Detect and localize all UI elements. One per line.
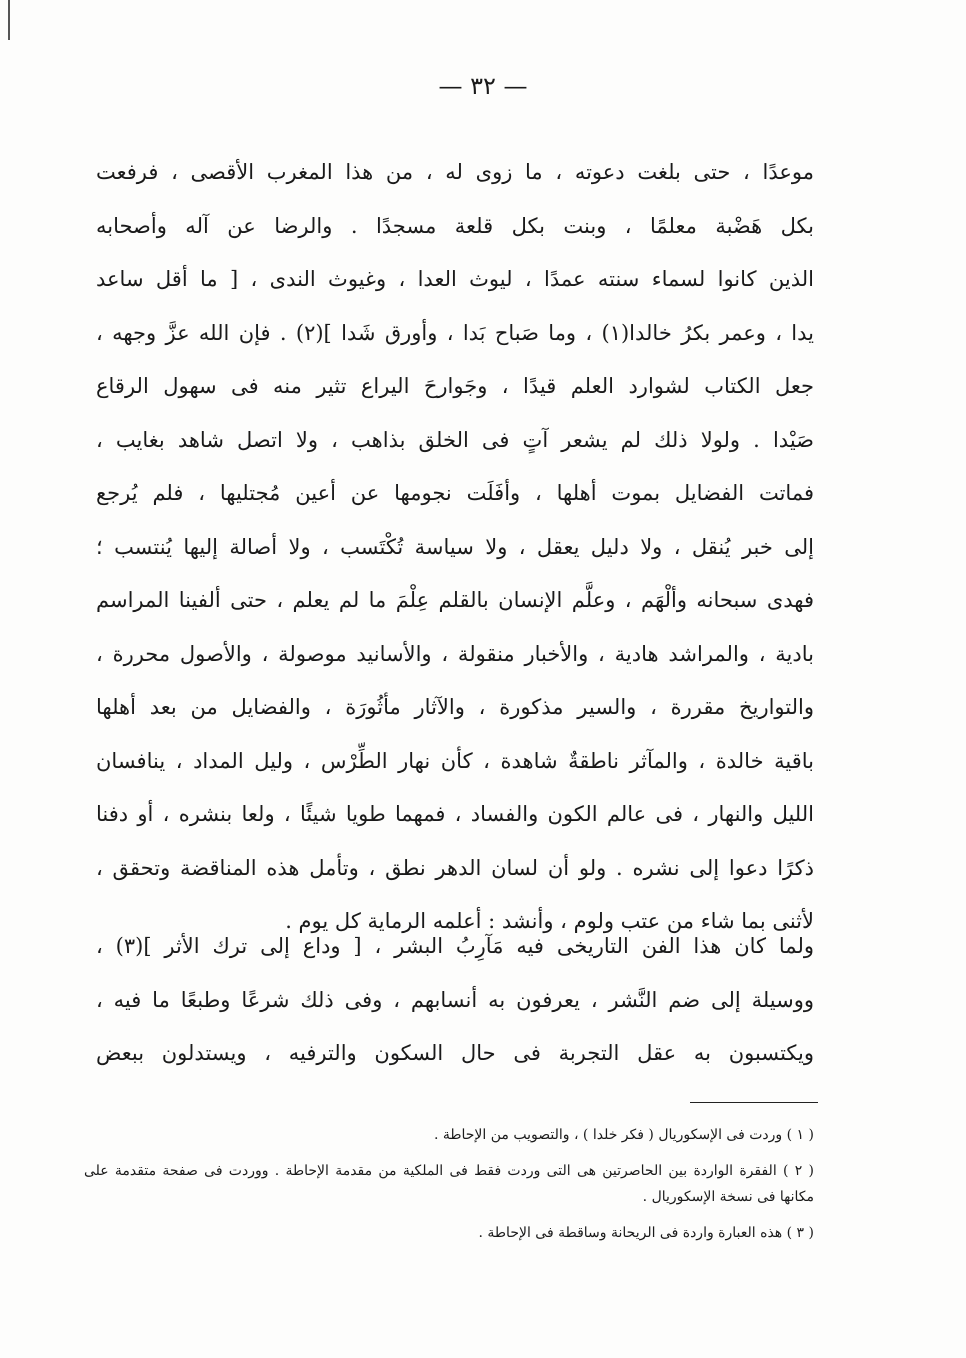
text-line: ويكتسبون به عقل التجربة فى حال السكون والترفيه ، ويستدلون ببعض [96,1041,814,1065]
text-line: الليل والنهار ، فى عالم الكون والفساد ، فمهما طويا شيئًا ، ولعا بنشره ، أو دفنا [96,802,814,826]
text-line: لأثنى بما شاء من عتب ولوم ، وأنشد : أعلمه الرماية كل يوم . [285,909,814,933]
text-line: باقية خالدة ، والمآثر ناطقةٌ شاهدة ، كأن نهار الطِّرْس ، وليل المداد ، ينافسان [96,748,814,773]
text-line: والتواريخ مقررة ، والسير مذكورة ، والآثار مأثُورَة ، والفضايل من بعد أهلها [96,695,814,719]
footnote-1: ( ١ ) وردت فى الإسكوريال ( فكر خلدا ) ، والتصويب من الإحاطة . [433,1127,814,1143]
scan-edge-mark [8,0,10,40]
footnote-3: ( ٣ ) هذه العبارة واردة فى الريحانة وساقطة فى الإحاطة . [478,1225,814,1241]
text-line: بكل هَضْبة معلمًا ، وبنت بكل قلعة مسجدًا . والرضا عن آله وأصحابه [96,213,814,238]
text-line: الذين كانوا لسماء سنته عمدًا ، ليوث العدا ، وغيوث الندى ، [ ما أقل ساعد [96,267,814,291]
text-line: يدا ، وعمر بكرُ خالدا(١) ، وما صَباح بَدا ، وأورق شَدا ](٢) . فإن الله عزَّ وجهه ، [96,320,814,345]
text-line: ذكرًا دعوا إلى نشره . ولو أن لسان الدهر نطق ، وتأمل هذه المناقضة وتحقق ، [96,855,814,880]
text-line: ووسيلة إلى ضم النَّشر ، يعرفون به أنسابهم ، وفى ذلك شرعًا وطبعًا ما فيه ، [96,987,814,1012]
text-line: فهدى سبحانه وألْهَم ، وعلَّم الإنسان بالقلم عِلْمَ ما لم يعلم ، حتى ألفينا المراسم [96,588,814,612]
text-line: فماتت الفضايل بموت أهلها ، وأفَلَت نجومها عن أعين مُجتليها ، فلم يُرجع [96,481,814,505]
paragraph-2 [96,920,814,1081]
text-line: إلى خبر يُنقل ، ولا دليل يعقل ، ولا سياسة تُكْتَسب ، ولا أصالة إليها يُنتسب ؛ [96,534,814,559]
footnotes [84,1122,814,1256]
footnote-separator [690,1102,818,1103]
text-line: جعل الكتاب لشوارد العلم قيدًا ، وجَوارحَ اليراع تثير منه فى سهول الرقاع [96,374,814,398]
page-number: — ٣٢ — [438,72,528,100]
text-line: موعدًا ، حتى بلغت دعوته ، ما زوى له ، من هذا المغرب الأقصى ، فرفعت [96,160,814,184]
paragraph-1 [96,146,814,949]
text-line: ولما كان هذا الفن التاريخى فيه مَآرِبُ البشر ، [ وداع إلى ترك الأثر ](٣) ، [96,934,814,958]
text-line: بادية ، والمراشد هادية ، والأخبار منقولة ، والأسانيد موصولة ، والأصول محررة ، [96,641,814,666]
text-line: صَيْدا . ولولا ذلك لم يشعر آتٍ فى الخلق بذاهب ، ولا اتصل شاهد بغايب ، [96,427,814,452]
footnote-2: ( ٢ ) الفقرة الواردة بين الحاصرتين هى التى وردت فقط فى الملكية من مقدمة الإحاطة . ووردت فى صفحة متقدمة على مكانها فى نسخة الإسكوريال . [84,1163,814,1205]
